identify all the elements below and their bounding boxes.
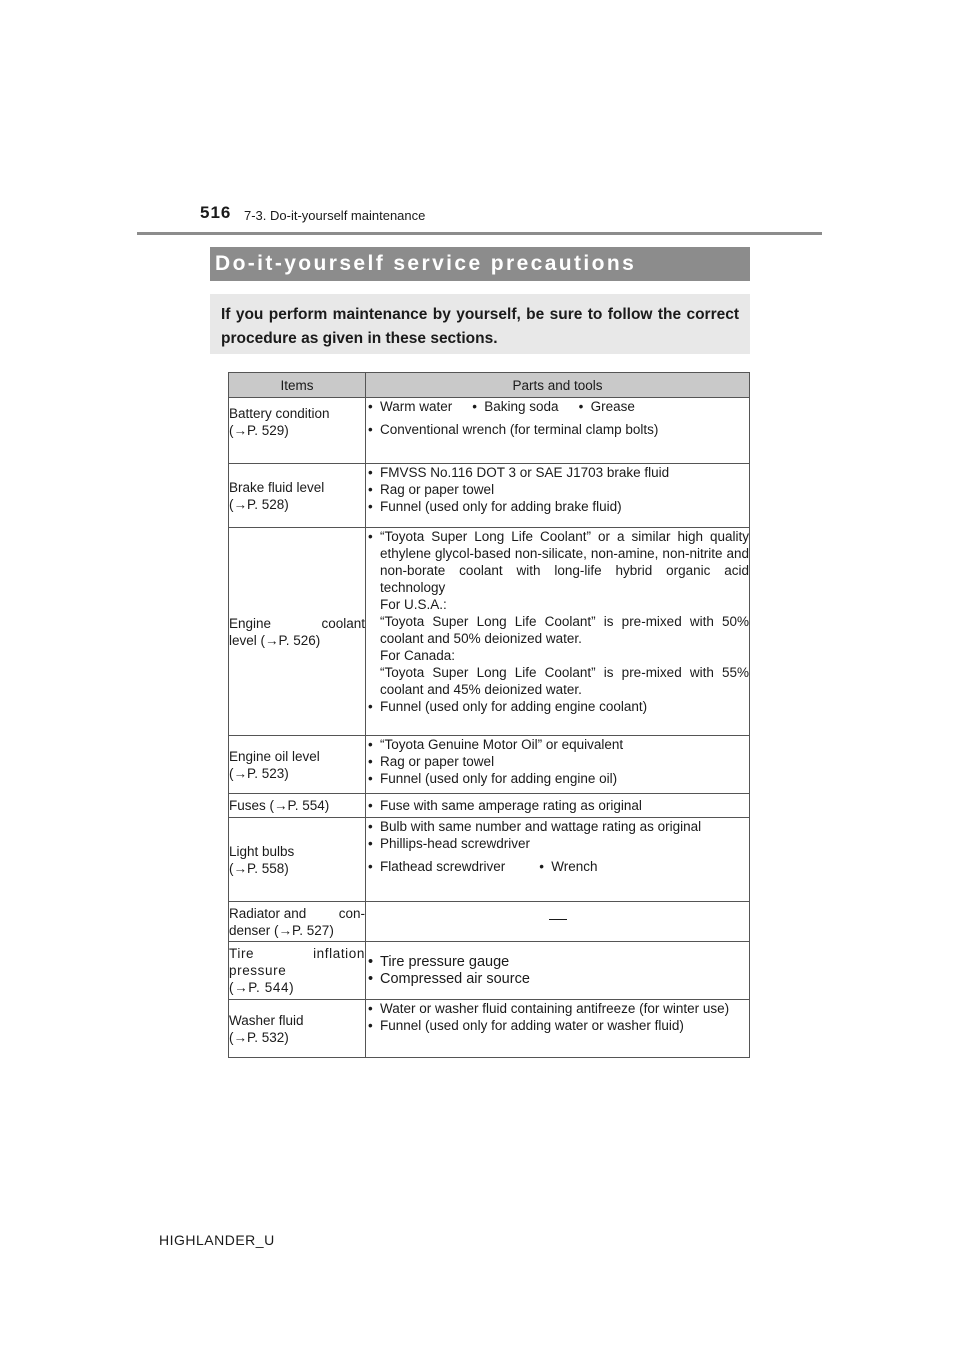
parts-cell — [366, 736, 750, 794]
item-cell — [229, 818, 366, 902]
not-applicable-dash — [366, 902, 749, 927]
item-cell — [229, 794, 366, 818]
col-header-parts: Parts and tools — [366, 373, 750, 398]
region-label: For U.S.A.: — [380, 597, 447, 612]
table-row — [229, 902, 750, 942]
region-label: For Canada: — [380, 648, 456, 663]
parts-cell — [366, 942, 750, 1000]
region-note: “Toyota Super Long Life Coolant” is pre-mixed with 50% coolant and 50% deionized water. — [380, 614, 749, 646]
section-title-bar: Do-it-yourself service precautions — [210, 247, 750, 281]
table-row — [229, 794, 750, 818]
region-note: “Toyota Super Long Life Coolant” is pre-mixed with 55% coolant and 45% deionized water. — [380, 665, 749, 697]
intro-box: If you perform maintenance by yourself, be sure to follow the correct procedure as given in these sections. — [210, 294, 750, 354]
col-header-items: Items — [229, 373, 366, 398]
item-cell — [229, 398, 366, 464]
list-item: • Rag or paper towel — [366, 481, 749, 498]
list-item: • “Toyota Genuine Motor Oil” or equivalent — [366, 736, 749, 753]
item-label: Fuses (→P. 554) — [229, 798, 330, 813]
list-item: • Wrench — [537, 858, 597, 875]
item-label: Battery condition — [229, 406, 330, 421]
item-label: Engine — [229, 615, 272, 631]
list-item: • Bulb with same number and wattage rating as original — [366, 818, 749, 835]
list-item: • Warm water — [366, 398, 452, 415]
item-label: coolant — [321, 615, 365, 631]
parts-cell — [366, 398, 750, 464]
page-ref: (→P. 544) — [229, 980, 295, 995]
item-cell — [229, 736, 366, 794]
table-row — [229, 464, 750, 528]
page-number: 516 — [200, 203, 232, 222]
list-item: • Tire pressure gauge — [366, 954, 749, 971]
item-cell — [229, 464, 366, 528]
table-row — [229, 528, 750, 736]
list-item: • Funnel (used only for adding engine oil) — [366, 770, 749, 787]
page-ref: (→P. 523) — [229, 765, 289, 781]
parts-cell — [366, 1000, 750, 1058]
page-ref: (→P. 558) — [229, 860, 289, 876]
list-item: • Flathead screwdriver — [366, 858, 505, 875]
item-label: pressure — [229, 963, 287, 978]
list-item: • “Toyota Super Long Life Coolant” or a similar high quality ethylene glycol-based non-silicate, non-amine, non-nitrite and non-borate coolant with long-life hybrid organic acid technology — [366, 528, 749, 596]
list-item: • Fuse with same amperage rating as original — [366, 797, 749, 814]
item-label: Radiator and — [229, 905, 307, 921]
list-item: • Baking soda — [470, 398, 558, 415]
item-label: Washer fluid — [229, 1012, 304, 1028]
table-header-row — [229, 373, 750, 398]
table-row — [229, 818, 750, 902]
list-item: • Conventional wrench (for terminal clamp bolts) — [366, 421, 749, 438]
item-cell — [229, 902, 366, 942]
list-item: • Compressed air source — [366, 971, 749, 988]
item-label: Light bulbs — [229, 843, 295, 859]
footer-model-code: HIGHLANDER_U — [159, 1232, 275, 1248]
header-rule — [137, 232, 822, 235]
parts-cell — [366, 464, 750, 528]
item-label: inflation — [313, 946, 365, 961]
table-row — [229, 398, 750, 464]
list-item: • Grease — [577, 398, 635, 415]
list-item: • Funnel (used only for adding water or washer fluid) — [366, 1017, 749, 1034]
parts-cell — [366, 818, 750, 902]
item-label: Engine oil level — [229, 748, 320, 764]
item-cell — [229, 942, 366, 1000]
list-item: • Phillips-head screwdriver — [366, 835, 749, 852]
page-ref: level (→P. 526) — [229, 632, 321, 648]
table-row — [229, 1000, 750, 1058]
table-row — [229, 942, 750, 1000]
list-item: • FMVSS No.116 DOT 3 or SAE J1703 brake fluid — [366, 464, 749, 481]
page-ref: (→P. 528) — [229, 496, 289, 512]
item-cell — [229, 1000, 366, 1058]
section-label: 7-3. Do-it-yourself maintenance — [244, 208, 426, 223]
page-ref: denser (→P. 527) — [229, 922, 334, 938]
list-item: • Funnel (used only for adding engine coolant) — [366, 698, 749, 715]
parts-cell — [366, 794, 750, 818]
item-label: Tire — [229, 946, 255, 961]
table-row — [229, 736, 750, 794]
item-cell — [229, 528, 366, 736]
list-item: • Funnel (used only for adding brake fluid) — [366, 498, 749, 515]
parts-cell — [366, 902, 750, 942]
page-ref: (→P. 529) — [229, 423, 289, 438]
list-item: • Rag or paper towel — [366, 753, 749, 770]
list-item: • Water or washer fluid containing antifreeze (for winter use) — [366, 1000, 749, 1017]
parts-table — [228, 372, 750, 1058]
page-ref: (→P. 532) — [229, 1029, 289, 1045]
item-label: con- — [338, 905, 365, 921]
parts-cell — [366, 528, 750, 736]
item-label: Brake fluid level — [229, 479, 325, 495]
